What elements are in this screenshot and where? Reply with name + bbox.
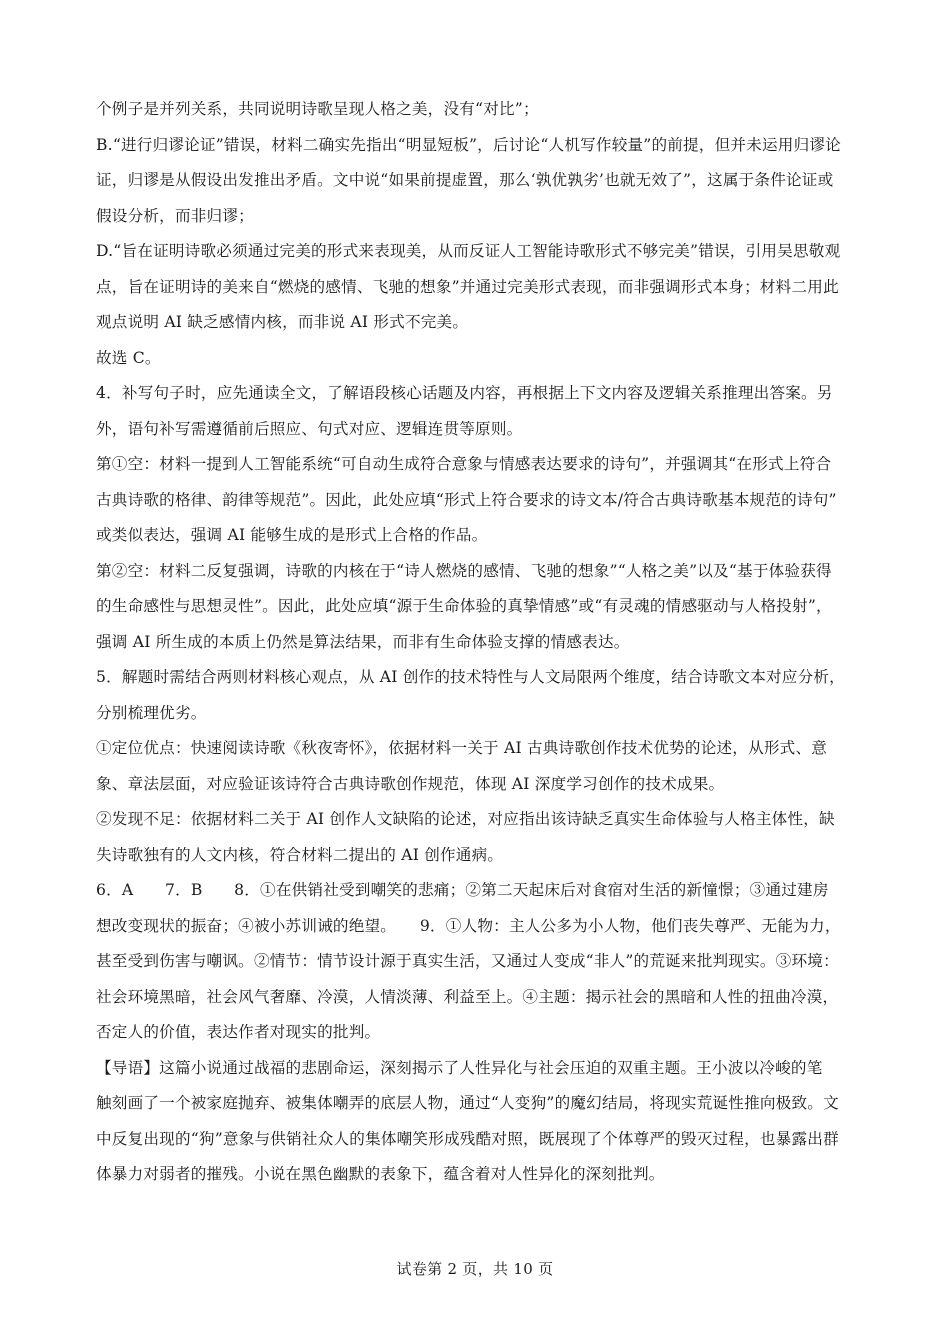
text-line: 分别梳理优劣。 — [96, 703, 207, 722]
text-line: 否定人的价值，表达作者对现实的批判。 — [96, 1023, 381, 1041]
para-option-b — [96, 128, 862, 235]
para-q5-point1 — [96, 731, 862, 802]
text-line: 【导语】这篇小说通过战福的悲剧命运，深刻揭示了人性异化与社会压迫的双重主题。王小波以冷峻的笔 — [96, 1058, 823, 1077]
para-option-d — [96, 234, 862, 341]
text-line: 象、章法层面，对应验证该诗符合古典诗歌创作规范，体现 AI 深度学习创作的技术成果。 — [96, 774, 725, 793]
text-line: ②发现不足：依据材料二关于 AI 创作人文缺陷的论述，对应指出该诗缺乏真实生命体验与人格主体性，缺 — [96, 810, 835, 828]
text-line: 假设分析，而非归谬； — [96, 206, 254, 225]
text-line: 4．补写句子时，应先通读全文，了解语段核心话题及内容，再根据上下文内容及逻辑关系推理出答案。另 — [96, 384, 833, 402]
text-line: 的生命感性与思想灵性”。因此，此处应填“源于生命体验的真挚情感”或“有灵魂的情感驱动与人格投射”， — [96, 597, 832, 615]
text-line: 第①空：材料一提到人工智能系统“可自动生成符合意象与情感表达要求的诗句”，并强调其“在形式上符合 — [96, 455, 832, 473]
text-line: 故选 C。 — [96, 348, 161, 367]
para-answer-c — [96, 341, 862, 377]
text-line: 外，语句补写需遵循前后照应、句式对应、逻辑连贯等原则。 — [96, 419, 523, 438]
para-q4-blank1 — [96, 447, 862, 554]
text-line: B.“进行归谬论证”错误，材料二确实先指出“明显短板”，后讨论“人机写作较量”的前提，但并未运用归谬论 — [96, 135, 841, 154]
text-line: 证，归谬是从假设出发推出矛盾。文中说“如果前提虚置，那么‘孰优孰劣’也就无效了”，这属于条件论证或 — [96, 171, 834, 189]
text-line: ①定位优点：快速阅读诗歌《秋夜寄怀》，依据材料一关于 AI 古典诗歌创作技术优势的论述，从形式、意 — [96, 739, 828, 757]
text-line: 古典诗歌的格律、韵律等规范”。因此，此处应填“形式上符合要求的诗文本/符合古典诗歌基本规范的诗句” — [96, 490, 837, 509]
para-option-a-tail — [96, 92, 862, 128]
text-line: 观点说明 AI 缺乏感情内核，而非说 AI 形式不完美。 — [96, 313, 469, 331]
para-q5 — [96, 660, 862, 731]
answer-content — [96, 92, 862, 1193]
text-line: 社会环境黑暗，社会风气奢靡、冷漠，人情淡薄、利益至上。④主题：揭示社会的黑暗和人性的扭曲冷漠， — [96, 987, 839, 1006]
text-line: 点，旨在证明诗的美来自“燃烧的感情、飞驰的想象”并通过完美形式表现，而非强调形式本身；材料二用此 — [96, 277, 839, 296]
para-guide — [96, 1051, 862, 1193]
text-line: 甚至受到伤害与嘲讽。②情节：情节设计源于真实生活，又通过人变成“非人”的荒诞来批判现实。③环境： — [96, 952, 839, 970]
page-footer: 试卷第 2 页，共 10 页 — [396, 1260, 554, 1278]
text-line: 触刻画了一个被家庭抛弃、被集体嘲弄的底层人物，通过“人变狗”的魔幻结局，将现实荒诞性推向极致。文 — [96, 1094, 839, 1112]
text-line: D.“旨在证明诗歌必须通过完美的形式来表现美，从而反证人工智能诗歌形式不够完美”错误，引用吴思敬观 — [96, 242, 841, 260]
text-line: 强调 AI 所生成的本质上仍然是算法结果，而非有生命体验支撑的情感表达。 — [96, 632, 630, 651]
text-line: 体暴力对弱者的摧残。小说在黑色幽默的表象下，蕴含着对人性异化的深刻批判。 — [96, 1165, 665, 1183]
para-q6-9 — [96, 873, 862, 1051]
text-line: 个例子是并列关系，共同说明诗歌呈现人格之美，没有“对比”； — [96, 100, 539, 118]
para-q4 — [96, 376, 862, 447]
text-line: 5．解题时需结合两则材料核心观点，从 AI 创作的技术特性与人文局限两个维度，结合诗歌文本对应分析， — [96, 668, 845, 686]
para-q4-blank2 — [96, 554, 862, 661]
text-line: 6．A 7．B 8．①在供销社受到嘲笑的悲痛；②第二天起床后对食宿对生活的新憧憬；③通过建房 — [96, 881, 829, 899]
text-line: 第②空：材料二反复强调，诗歌的内核在于“诗人燃烧的感情、飞驰的想象”“人格之美”以及“基于体验获得 — [96, 561, 832, 580]
para-q5-point2 — [96, 802, 862, 873]
text-line: 失诗歌独有的人文内核，符合材料二提出的 AI 创作通病。 — [96, 845, 504, 864]
text-line: 中反复出现的“狗”意象与供销社众人的集体嘲笑形成残酷对照，既展现了个体尊严的毁灭过程，也暴露出群 — [96, 1129, 839, 1148]
text-line: 想改变现状的振奋；④被小苏训诫的绝望。 9．①人物：主人公多为小人物，他们丧失尊严、无能为力， — [96, 916, 841, 935]
text-line: 或类似表达，强调 AI 能够生成的是形式上合格的作品。 — [96, 526, 488, 544]
